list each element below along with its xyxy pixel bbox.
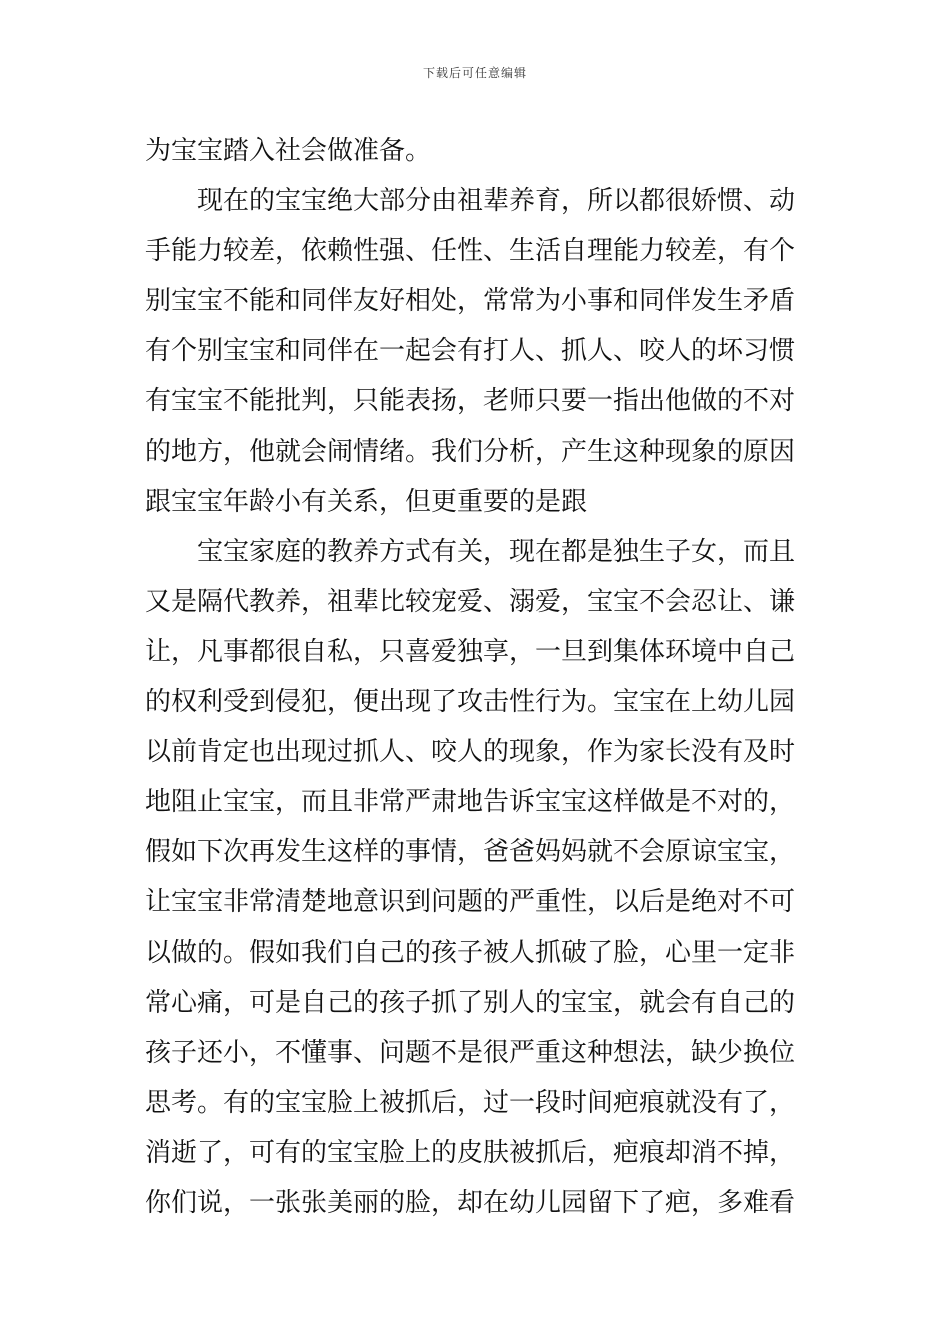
text-line: 跟宝宝年龄小有关系，但更重要的是跟: [145, 486, 588, 517]
text-line: 有宝宝不能批判，只能表扬，老师只要一指出他做的不对: [145, 386, 796, 417]
text-line: 为宝宝踏入社会做准备。: [145, 136, 432, 166]
text-line: 常心痛，可是自己的孩子抓了别人的宝宝，就会有自己的: [145, 987, 796, 1018]
text-line: 孩子还小，不懂事、问题不是很严重这种想法，缺少换位: [145, 1037, 796, 1068]
text-line: 思考。有的宝宝脸上被抓后，过一段时间疤痕就没有了，: [145, 1087, 796, 1118]
text-line: 以前肯定也出现过抓人、咬人的现象，作为家长没有及时: [145, 737, 796, 768]
paragraph-first-line: 宝宝家庭的教养方式有关，现在都是独生子女，而且: [197, 536, 796, 567]
text-line: 消逝了，可有的宝宝脸上的皮肤被抓后，疤痕却消不掉，: [145, 1137, 796, 1168]
paragraph-first-line: 现在的宝宝绝大部分由祖辈养育，所以都很娇惯、动: [197, 186, 796, 217]
text-line: 的地方，他就会闹情绪。我们分析，产生这种现象的原因: [145, 436, 796, 467]
text-line: 又是隔代教养，祖辈比较宠爱、溺爱，宝宝不会忍让、谦: [145, 586, 796, 617]
text-line: 让，凡事都很自私，只喜爱独享，一旦到集体环境中自己: [145, 636, 796, 667]
text-line: 有个别宝宝和同伴在一起会有打人、抓人、咬人的坏习惯: [145, 336, 796, 367]
document-body: [145, 126, 810, 1228]
text-line: 让宝宝非常清楚地意识到问题的严重性，以后是绝对不可: [145, 887, 796, 918]
text-line: 地阻止宝宝，而且非常严肃地告诉宝宝这样做是不对的，: [145, 787, 796, 818]
text-line: 你们说，一张张美丽的脸，却在幼儿园留下了疤，多难看: [145, 1187, 796, 1218]
text-line: 假如下次再发生这样的事情，爸爸妈妈就不会原谅宝宝，: [145, 837, 796, 868]
page-header: 下载后可任意编辑: [422, 66, 527, 80]
text-line: 手能力较差，依赖性强、任性、生活自理能力较差，有个: [145, 236, 796, 267]
text-line: 别宝宝不能和同伴友好相处，常常为小事和同伴发生矛盾: [145, 286, 796, 317]
text-line: 的权利受到侵犯，便出现了攻击性行为。宝宝在上幼儿园: [145, 687, 796, 718]
text-line: 以做的。假如我们自己的孩子被人抓破了脸，心里一定非: [145, 937, 796, 968]
